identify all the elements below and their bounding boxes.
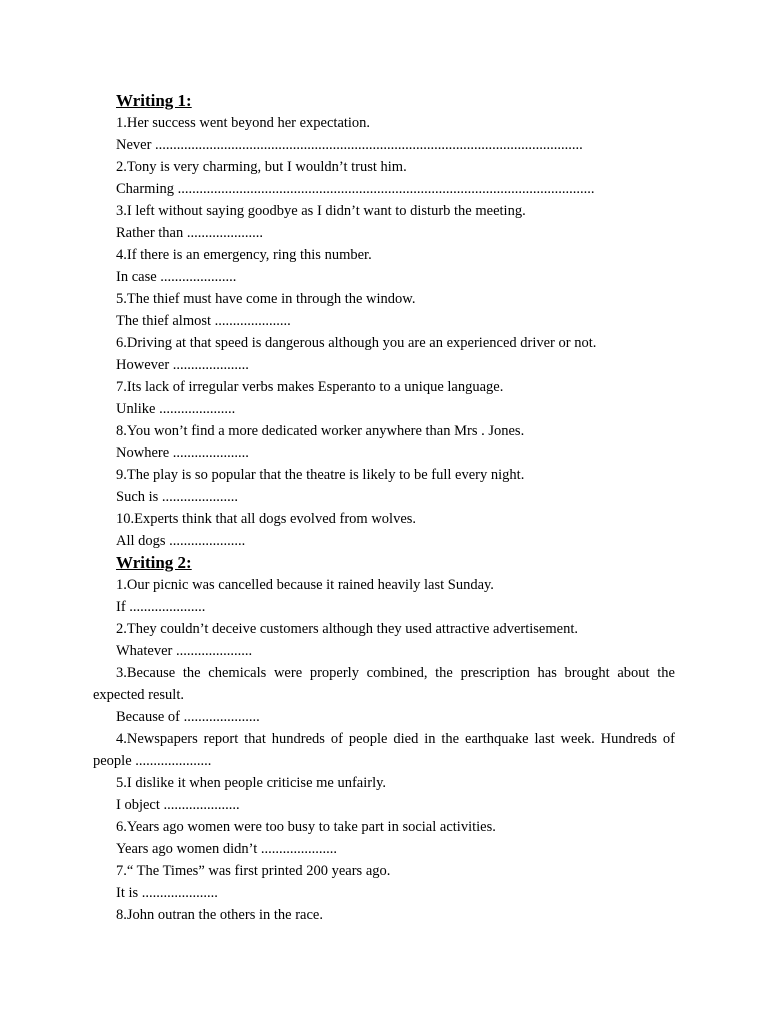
exercise-line: 8.You won’t find a more dedicated worker anywhere than Mrs . Jones. — [116, 423, 525, 439]
answer-line: Because of ..................... — [116, 709, 260, 725]
answer-line: Rather than ..................... — [116, 225, 263, 241]
exercise-paragraph: 4.Newspapers report that hundreds of people died in the earthquake last week. Hundreds of people ..................... — [93, 731, 675, 769]
exercise-line: 6.Years ago women were too busy to take part in social activities. — [116, 819, 496, 835]
section-title-writing-2: Writing 2: — [116, 553, 192, 572]
exercise-line: 4.If there is an emergency, ring this number. — [116, 247, 372, 263]
answer-line: Nowhere ..................... — [116, 445, 249, 461]
answer-line: I object ..................... — [116, 797, 240, 813]
answer-line: If ..................... — [116, 599, 206, 615]
exercise-line: 10.Experts think that all dogs evolved from wolves. — [116, 511, 417, 527]
answer-line: Never ...................................................................................................................... — [116, 137, 583, 153]
exercise-line: 7.“ The Times” was first printed 200 years ago. — [116, 863, 391, 879]
exercise-line: 9.The play is so popular that the theatre is likely to be full every night. — [116, 467, 525, 483]
exercise-line: 6.Driving at that speed is dangerous although you are an experienced driver or not. — [116, 335, 597, 351]
exercise-line: 2.They couldn’t deceive customers although they used attractive advertisement. — [116, 621, 578, 637]
exercise-paragraph: 3.Because the chemicals were properly combined, the prescription has brought about the expected result. — [93, 665, 675, 703]
answer-line: All dogs ..................... — [116, 533, 246, 549]
worksheet — [93, 90, 675, 926]
answer-line: Unlike ..................... — [116, 401, 236, 417]
exercise-line: 8.John outran the others in the race. — [116, 907, 323, 923]
answer-line: In case ..................... — [116, 269, 237, 285]
exercise-line: 5.The thief must have come in through the window. — [116, 291, 416, 307]
answer-line: Whatever ..................... — [116, 643, 253, 659]
exercise-line: 1.Our picnic was cancelled because it rained heavily last Sunday. — [116, 577, 494, 593]
answer-line: Charming ................................................................................................................... — [116, 181, 595, 197]
exercise-line: 2.Tony is very charming, but I wouldn’t trust him. — [116, 159, 407, 175]
section-title-writing-1: Writing 1: — [116, 91, 192, 110]
answer-line: Such is ..................... — [116, 489, 239, 505]
exercise-line: 3.I left without saying goodbye as I didn’t want to disturb the meeting. — [116, 203, 526, 219]
answer-line: The thief almost ..................... — [116, 313, 291, 329]
exercise-line: 1.Her success went beyond her expectation. — [116, 115, 371, 131]
exercise-line: 5.I dislike it when people criticise me unfairly. — [116, 775, 387, 791]
answer-line: It is ..................... — [116, 885, 218, 901]
answer-line: Years ago women didn’t ..................... — [116, 841, 337, 857]
answer-line: However ..................... — [116, 357, 249, 373]
exercise-line: 7.Its lack of irregular verbs makes Esperanto to a unique language. — [116, 379, 504, 395]
